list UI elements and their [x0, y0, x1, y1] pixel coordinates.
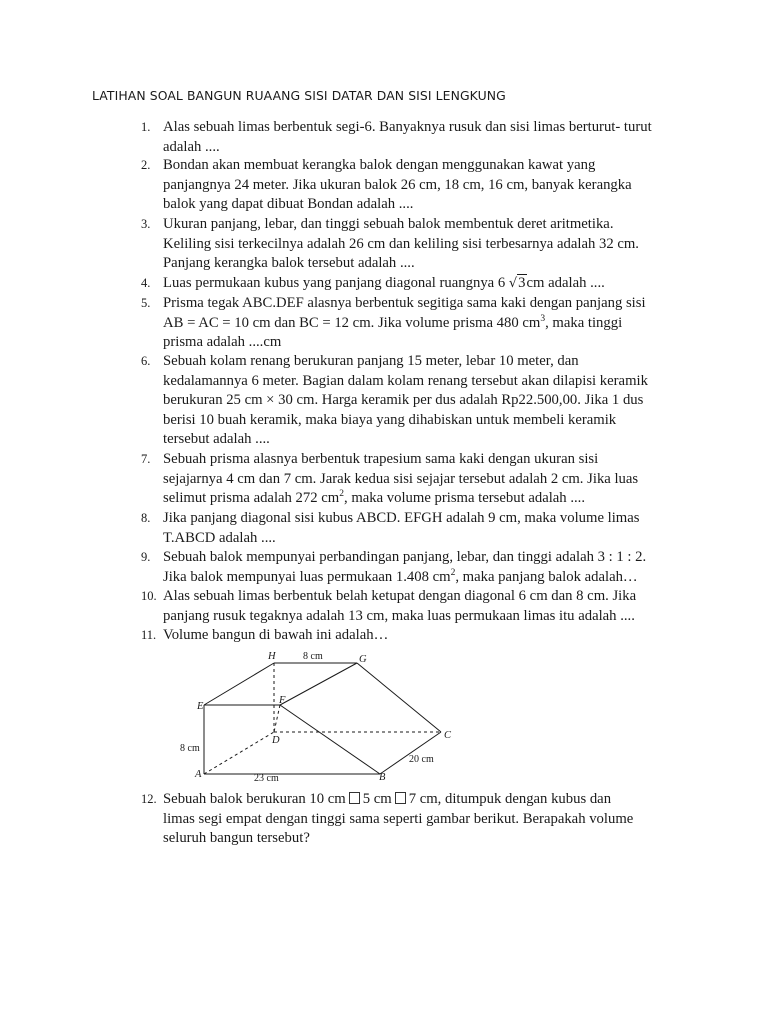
- question-text-line: Panjang kerangka balok tersebut adalah ....: [163, 255, 415, 271]
- question-number: 8.: [141, 511, 151, 525]
- question-text-line: sejajarnya 4 cm dan 7 cm. Jarak kedua sisi sejajar tersebut adalah 2 cm. Jika luas: [163, 470, 639, 487]
- vertex-label-A: A: [195, 769, 202, 780]
- vertex-label-E: E: [197, 701, 204, 712]
- question-text-line: Sebuah balok berukuran 10 cm 5 cm 7 cm, ditumpuk dengan kubus dan: [163, 791, 612, 807]
- hidden-edge-AD: [204, 732, 274, 774]
- question-text-line: Jika panjang diagonal sisi kubus ABCD. EFGH adalah 9 cm, maka volume limas: [163, 510, 640, 526]
- question-text-line: balok yang dapat dibuat Bondan adalah ....: [163, 196, 414, 212]
- question-text-line: Volume bangun di bawah ini adalah…: [163, 627, 389, 643]
- edge-GC: [357, 663, 441, 732]
- question-text-line: Sebuah prisma alasnya berbentuk trapesium sama kaki dengan ukuran sisi: [163, 451, 599, 467]
- question-text-line: tersebut adalah ....: [163, 431, 270, 447]
- question-number: 11.: [141, 628, 157, 642]
- question-text-line: kedalamannya 6 meter. Bagian dalam kolam renang tersebut akan dilapisi keramik: [163, 372, 648, 389]
- dimension-label-left: 8 cm: [180, 743, 200, 754]
- dimension-label-top: 8 cm: [303, 651, 323, 662]
- question-text-line: Alas sebuah limas berbentuk segi-6. Banyaknya rusuk dan sisi limas berturut- turut: [163, 119, 652, 135]
- question-number: 10.: [141, 589, 157, 603]
- question-text-line: selimut prisma adalah 272 $cm^2$, maka volume prisma tersebut adalah ....: [163, 489, 586, 506]
- question-number: 12.: [141, 792, 157, 806]
- vertex-label-H: H: [268, 651, 276, 662]
- edge-FB: [280, 705, 380, 774]
- question-text-line: limas segi empat dengan tinggi sama seperti gambar berikut. Berapakah volume: [163, 810, 634, 827]
- question-number: 6.: [141, 354, 151, 368]
- dimension-label-depth: 20 cm: [409, 754, 434, 765]
- question-text-line: panjangnya 24 meter. Jika ukuran balok 26 cm, 18 cm, 16 cm, banyak kerangka: [163, 176, 632, 193]
- question-text-line: Keliling sisi terkecilnya adalah 26 cm dan keliling sisi terbesarnya adalah 32 cm.: [163, 235, 639, 252]
- question-text-line: Sebuah balok mempunyai perbandingan panjang, lebar, dan tinggi adalah 3 : 1 : 2.: [163, 549, 647, 565]
- question-number: 9.: [141, 550, 151, 564]
- question-number: 2.: [141, 158, 151, 172]
- worksheet-title: LATIHAN SOAL BANGUN RUAANG SISI DATAR DAN SISI LENGKUNG: [92, 88, 506, 103]
- question-text-line: berisi 10 buah keramik, maka biaya yang dihabiskan untuk membeli keramik: [163, 411, 617, 428]
- question-text-line: Alas sebuah limas berbentuk belah ketupat dengan diagonal 6 cm dan 8 cm. Jika: [163, 588, 637, 604]
- question-number: 7.: [141, 452, 151, 466]
- question-text-line: Sebuah kolam renang berukuran panjang 15 meter, lebar 10 meter, dan: [163, 353, 579, 369]
- question-number: 4.: [141, 276, 151, 290]
- missing-glyph-box: [349, 792, 360, 804]
- question-text-line: Jika balok mempunyai luas permukaan 1.408 $cm^2$, maka panjang balok adalah…: [163, 567, 638, 585]
- question-text-line: T.ABCD adalah ....: [163, 529, 276, 546]
- question-text-line: Bondan akan membuat kerangka balok dengan menggunakan kawat yang: [163, 157, 596, 173]
- missing-glyph-box: [395, 792, 406, 804]
- hidden-edge-FD: [274, 705, 280, 732]
- vertex-label-C: C: [444, 730, 452, 741]
- question-text-line: adalah ....: [163, 138, 220, 155]
- question-text-line: prisma adalah ....cm: [163, 334, 282, 350]
- edge-FG: [280, 663, 357, 705]
- question-text-line: Prisma tegak ABC.DEF alasnya berbentuk segitiga sama kaki dengan panjang sisi: [163, 295, 646, 311]
- vertex-label-B: B: [379, 772, 386, 783]
- question-text-line: panjang rusuk tegaknya adalah 13 cm, maka luas permukaan limas itu adalah ....: [163, 607, 635, 624]
- question-text-line: berukuran 25 cm × 30 cm. Harga keramik per dus adalah Rp22.500,00. Jika 1 dus: [163, 392, 644, 408]
- question-text-line: AB = AC = 10 cm dan BC = 12 cm. Jika volume prisma 480 $cm^3$, maka tinggi: [163, 313, 623, 331]
- edge-EH: [204, 663, 274, 705]
- question-number: 1.: [141, 120, 151, 134]
- edge-BC: [380, 732, 441, 774]
- question-text-line: Luas permukaan kubus yang panjang diagonal ruangnya 6 √3cm adalah ....: [163, 274, 605, 294]
- question-text-line: Ukuran panjang, lebar, dan tinggi sebuah balok membentuk deret aritmetika.: [163, 216, 614, 232]
- dimension-label-bottom: 23 cm: [254, 773, 279, 784]
- prism-figure: [175, 648, 465, 784]
- question-number: 3.: [141, 217, 151, 231]
- square-root-symbol: √3: [508, 275, 526, 291]
- vertex-label-D: D: [272, 735, 280, 746]
- question-text-line: seluruh bangun tersebut?: [163, 830, 310, 846]
- vertex-label-G: G: [359, 654, 367, 665]
- vertex-label-F: F: [279, 695, 286, 706]
- question-number: 5.: [141, 296, 151, 310]
